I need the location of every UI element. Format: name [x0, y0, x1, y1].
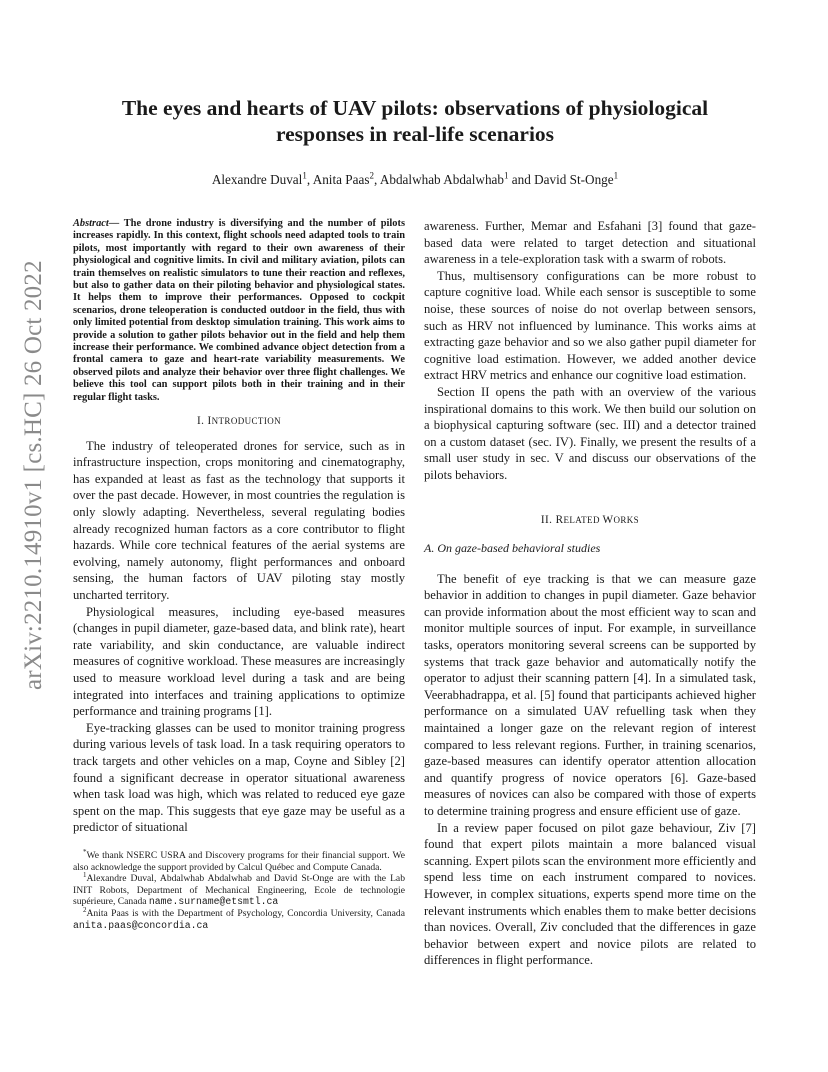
paragraph: The benefit of eye tracking is that we can measure gaze behavior in addition to changes in pupil diameter. Gaze behavior can provide information about the most efficient way to scan and monitor multiple sources of input. For example, in surveillance tasks, operators monitoring several screens can be supported by systems that track gaze behavior and automatically notify the operator to adjust their scanning pattern [4]. In a simulated task, Veerabhadrappa, et al. [5] found that participants achieved higher performance on a simulated UAV refuelling task when they maintained a longer gaze on the relevant region of interest compared to less relevant regions. Further, in training scenarios, gaze-based measures can identify operator attention allocation and quantify progress of novice operators [6]. Gaze-based measures of novices can also be compared with those of experts to determine training progress and ensure efficient use of gaze.	[424, 571, 756, 818]
author-name: Anita Paas	[312, 172, 370, 187]
section-heading-introduction	[73, 413, 405, 430]
affiliation-mark: 1	[613, 170, 619, 181]
author-separator: and	[508, 172, 535, 187]
affiliation-mark: 1	[302, 170, 307, 181]
footnote-affiliation-1	[73, 870, 405, 908]
paragraph: awareness. Further, Memar and Esfahani [3] found that gaze-based data were related to target detection and situational awareness in a tele-exploration task with a swarm of robots.	[424, 219, 756, 267]
footnote-text: We thank NSERC USRA and Discovery programs for their financial support. We also acknowledge the support provided by Calcul Québec and Compute Canada.	[73, 849, 405, 873]
email-address: name.surname@etsmtl.ca	[148, 896, 279, 908]
abstract-text: — The drone industry is diversifying and the number of pilots increases rapidly. In this context, flight schools need adapted tools to train pilots, most importantly with regard to their own awareness of their physiological and cognitive limits. In civil and military aviation, pilots can train themselves on realistic simulators to tune their reaction and reflexes, but also to gather data on their piloting behavior and physiological states. It helps them to improve their performances. Opposed to cockpit scenarios, drone teleoperation is conducted outdoor in the field, thus with only limited potential from desktop simulation training. This work aims to provide a solution to gather pilots behavior out in the field and help them increase their performance. We combined advance object detection from a frontal camera to gaze and heart-rate variability measurements. We observed pilots and analyze their behavior over three flight challenges. We believe this tool can support pilots both in their training and in their regular flight tasks.	[73, 218, 405, 403]
paragraph: In a review paper focused on pilot gaze behaviour, Ziv [7] found that expert pilots maintain a more balanced visual scanning. Expert pilots scan the environment more efficiently and spend less time on each instrument compared to novices. However, in complex situations, experts spend more time on the relevant instruments which enables them to make better decisions than novices. Overall, Ziv concluded that the differences in gaze behavior between expert and novice pilots are related to differences in flight performance.	[424, 820, 756, 968]
paragraph: Section II opens the path with an overview of the various inspirational domains to this work. We then build our solution on a biophysical capturing software (sec. III) and a detector trained on a custom dataset (sec. IV). Finally, we present the results of a small user study in sec. V and discuss our observations of the pilots behaviors.	[424, 384, 756, 482]
author-name: David St-Onge	[534, 172, 614, 187]
author-list	[90, 172, 740, 188]
paper-title: The eyes and hearts of UAV pilots: observations of physiological responses in real-life scenarios	[121, 96, 709, 146]
footnote-text: Anita Paas is with the Department of Psychology, Concordia University, Canada	[86, 907, 405, 919]
paragraph: Eye-tracking glasses can be used to monitor training progress during various levels of task load. In a task requiring operators to track targets and other vehicles on a map, Coyne and Sibley [2] found a significant decrease in operator situational awareness when task load was high, which was related to reduced eye gaze spent on the map. This suggests that eye gaze may be useful as a predictor of situational	[73, 720, 405, 835]
section-heading-related-works	[424, 512, 756, 529]
section-title-rest: ORKS	[613, 514, 640, 525]
section-title-rest: ELATED	[563, 514, 603, 525]
footnote-text: Alexandre Duval, Abdalwhab Abdalwhab and David St-Onge are with the Lab INIT Robots, Department of Mechanical Engineering, Ecole de technologie supérieure, Canada	[73, 873, 405, 908]
footnote-mark: *	[83, 847, 87, 856]
abstract	[73, 218, 405, 404]
arxiv-sidebar-stamp	[20, 260, 50, 690]
arxiv-identifier: arXiv:2210.14910v1 [cs.HC] 26 Oct 2022	[20, 260, 47, 690]
email-address: anita.paas@concordia.ca	[73, 919, 209, 931]
section-initial: W	[602, 513, 614, 526]
paragraph: Physiological measures, including eye-based measures (changes in pupil diameter, gaze-based data, and blink rate), heart rate variability, and skin conductance, are valuable indirect measures of cognitive workload. These measures are increasingly used to measure workload level during a task and are being integrated into interfaces and training applications to optimize performance and training programs [1].	[73, 604, 405, 719]
section-title-rest: NTRODUCTION	[211, 416, 282, 427]
affiliation-mark: 2	[369, 170, 374, 181]
abstract-label: Abstract	[73, 218, 109, 229]
footnote-affiliation-2	[73, 905, 405, 931]
author-name: Abdalwhab Abdalwhab	[379, 172, 504, 187]
subsection-heading: A. On gaze-based behavioral studies	[424, 541, 601, 556]
section-number: II.	[540, 513, 556, 526]
section-number: I.	[196, 415, 208, 428]
footnotes	[73, 847, 405, 931]
section-initial: I	[207, 415, 212, 428]
paragraph: Thus, multisensory configurations can be more robust to capture cognitive load. While each sensor is susceptible to some noise, these sources of noise do not overlap between sensors, such as HRV not influenced by luminance. This works aims at extracting gaze behavior and so we also gather pupil diameter for cognitive load estimation. However, we added another device extract HRV metrics and enhance our cognitive load estimation.	[424, 268, 756, 383]
paragraph: The industry of teleoperated drones for service, such as in infrastructure inspection, crops monitoring and cinematography, has expanded at least as fast as the technology that supports it over the past decade. However, in most countries the regulation is only slowly adapting. Nevertheless, several regulating bodies already recognized human factors as a core contributor to flight hazards. While core technical features of the aerial systems are evolving, namely autonomy, flight performances and onboard sensing, the human factors of UAV piloting stay mostly uncharted territory.	[73, 438, 405, 603]
author-separator: ,	[373, 172, 380, 187]
footnote-mark: 2	[83, 905, 87, 914]
affiliation-mark: 1	[504, 170, 509, 181]
footnote-funding	[73, 847, 405, 873]
section-initial: R	[555, 513, 564, 526]
author-separator: ,	[306, 172, 313, 187]
author-name: Alexandre Duval	[211, 172, 303, 187]
right-column	[424, 218, 756, 969]
footnote-mark: 1	[83, 870, 87, 879]
left-column	[73, 218, 405, 931]
